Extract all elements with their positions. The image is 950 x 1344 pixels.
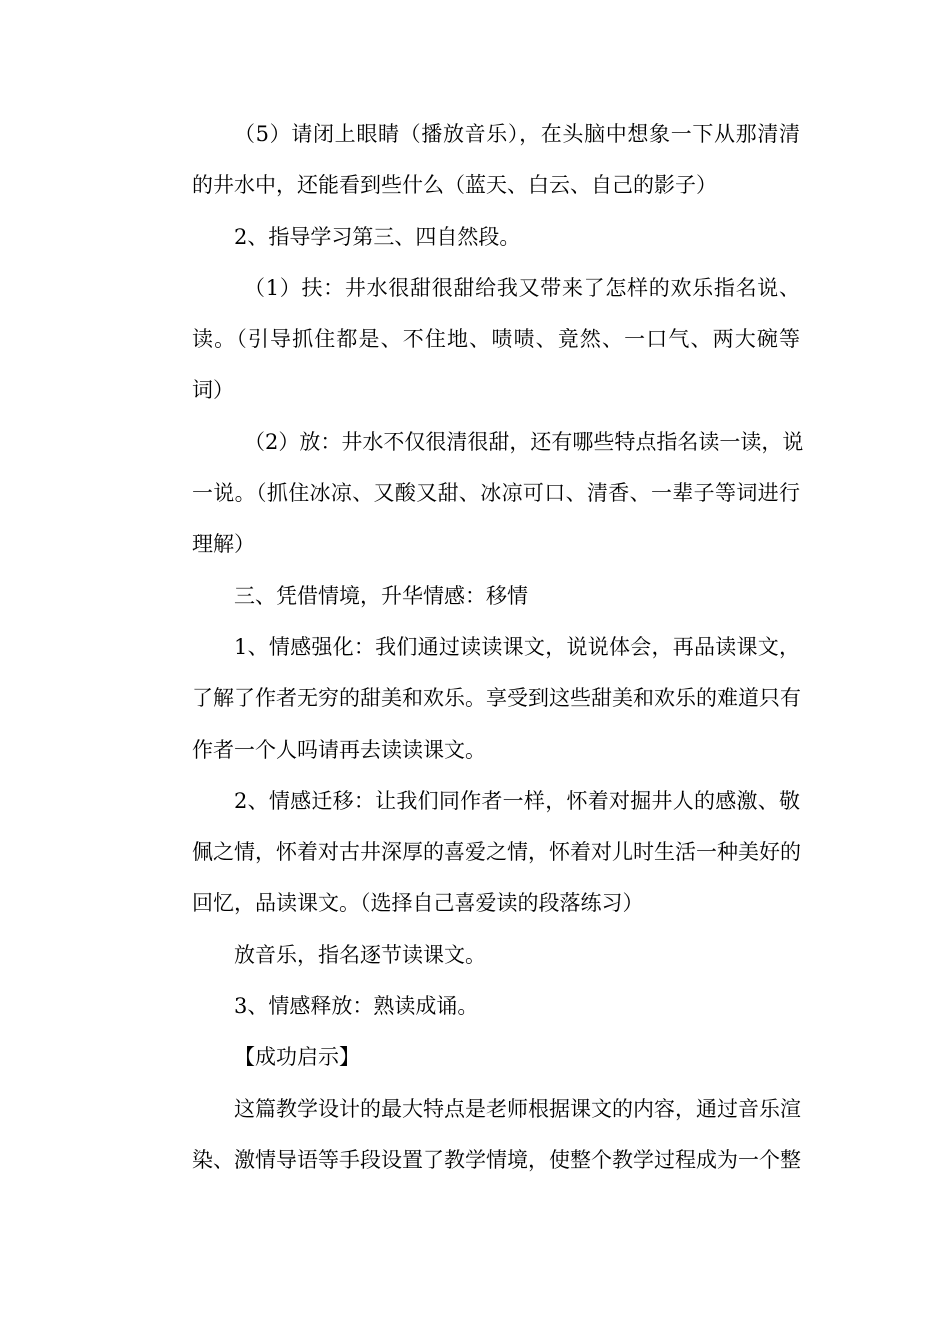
text-line: （2）放：井水不仅很清很甜，还有哪些特点指名读一读，说 (244, 429, 804, 454)
text-line: 了解了作者无穷的甜美和欢乐。享受到这些甜美和欢乐的难道只有 (192, 686, 801, 711)
paragraph-play-music (150, 930, 800, 981)
text-line: 2、指导学习第三、四自然段。 (234, 224, 521, 249)
text-line: 这篇教学设计的最大特点是老师根据课文的内容，通过音乐渲 (234, 1096, 801, 1121)
text-line: （5）请闭上眼睛（播放音乐），在头脑中想象一下从那清清 (234, 122, 800, 146)
paragraph-step5 (150, 109, 800, 212)
text-line: 染、激情导语等手段设置了教学情境，使整个教学过程成为一个整 (192, 1147, 801, 1172)
text-line: 【成功启示】 (234, 1045, 360, 1070)
section-heading-success (150, 1032, 800, 1083)
document-body (150, 109, 804, 1186)
text-line: 2、情感迁移：让我们同作者一样，怀着对掘井人的感激、敬 (234, 788, 800, 813)
text-line: 3、情感释放：熟读成诵。 (234, 994, 479, 1019)
paragraph-support (150, 263, 800, 417)
text-line: （1）扶：井水很甜很甜给我又带来了怎样的欢乐指名说、 (244, 275, 800, 300)
text-line: 佩之情，怀着对古井深厚的喜爱之情，怀着对儿时生活一种美好的 (192, 840, 801, 865)
text-line: 1、情感强化：我们通过读读课文，说说体会，再品读课文， (234, 634, 800, 659)
text-line: 放音乐，指名逐节读课文。 (234, 942, 486, 967)
paragraph-emotion-strengthen (150, 622, 800, 776)
text-line: 词） (192, 378, 234, 403)
section-heading-three (150, 571, 800, 622)
text-line: 作者一个人吗请再去读读课文。 (192, 737, 486, 762)
paragraph-emotion-release (150, 981, 800, 1032)
text-line: 三、凭借情境，升华情感：移情 (234, 583, 528, 608)
paragraph-emotion-transfer (150, 776, 800, 930)
text-line: 理解） (192, 532, 255, 557)
text-line: 回忆，品读课文。（选择自己喜爱读的段落练习） (192, 891, 644, 916)
text-line: 一说。（抓住冰凉、又酸又甜、冰凉可口、清香、一辈子等词进行 (192, 481, 800, 506)
paragraph-inspiration (150, 1084, 800, 1187)
paragraph-guide-heading (150, 212, 800, 263)
text-line: 读。（引导抓住都是、不住地、啧啧、竟然、一口气、两大碗等 (192, 327, 800, 352)
text-line: 的井水中，还能看到些什么（蓝天、白云、自己的影子） (192, 173, 717, 198)
paragraph-release (150, 417, 804, 571)
